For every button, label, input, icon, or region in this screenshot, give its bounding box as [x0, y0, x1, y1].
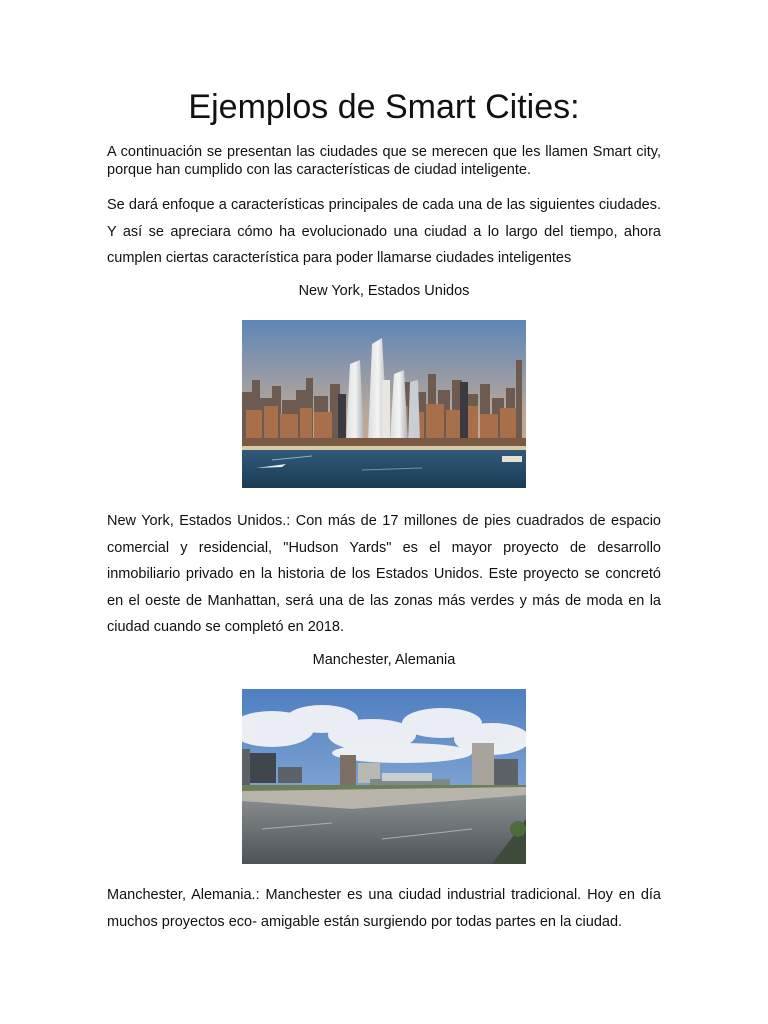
new-york-skyline-image	[242, 320, 526, 488]
focus-paragraph: Se dará enfoque a características principales de cada una de las siguientes ciudades. Y así se apreciara cómo ha evolucionado una ciudad a lo largo del tiempo, ahora cumplen ciertas característica para poder llamarse ciudades inteligentes	[107, 197, 661, 266]
city-skyline-photo	[242, 320, 526, 488]
manchester-waterfront-image	[242, 689, 526, 864]
intro-paragraph: A continuación se presentan las ciudades que se merecen que les llamen Smart city, porque han cumplido con las características de ciudad inteligente.	[107, 144, 661, 178]
manchester-paragraph: Manchester, Alemania.: Manchester es una ciudad industrial tradicional. Hoy en día muchos proyectos eco- amigable están surgiendo por todas partes en la ciudad.	[107, 887, 661, 930]
new-york-paragraph: New York, Estados Unidos.: Con más de 17 millones de pies cuadrados de espacio comercial y residencial, "Hudson Yards" es el mayor proyecto de desarrollo inmobiliario privado en la historia de los Estados Unidos. Este proyecto se concretó en el oeste de Manhattan, será una de las zonas más verdes y más de moda en la ciudad cuando se completó en 2018.	[107, 513, 661, 635]
new-york-caption: New York, Estados Unidos	[298, 283, 470, 299]
manchester-caption: Manchester, Alemania	[312, 652, 456, 668]
waterfront-city-photo	[242, 689, 526, 864]
page-title: Ejemplos de Smart Cities:	[188, 88, 580, 126]
